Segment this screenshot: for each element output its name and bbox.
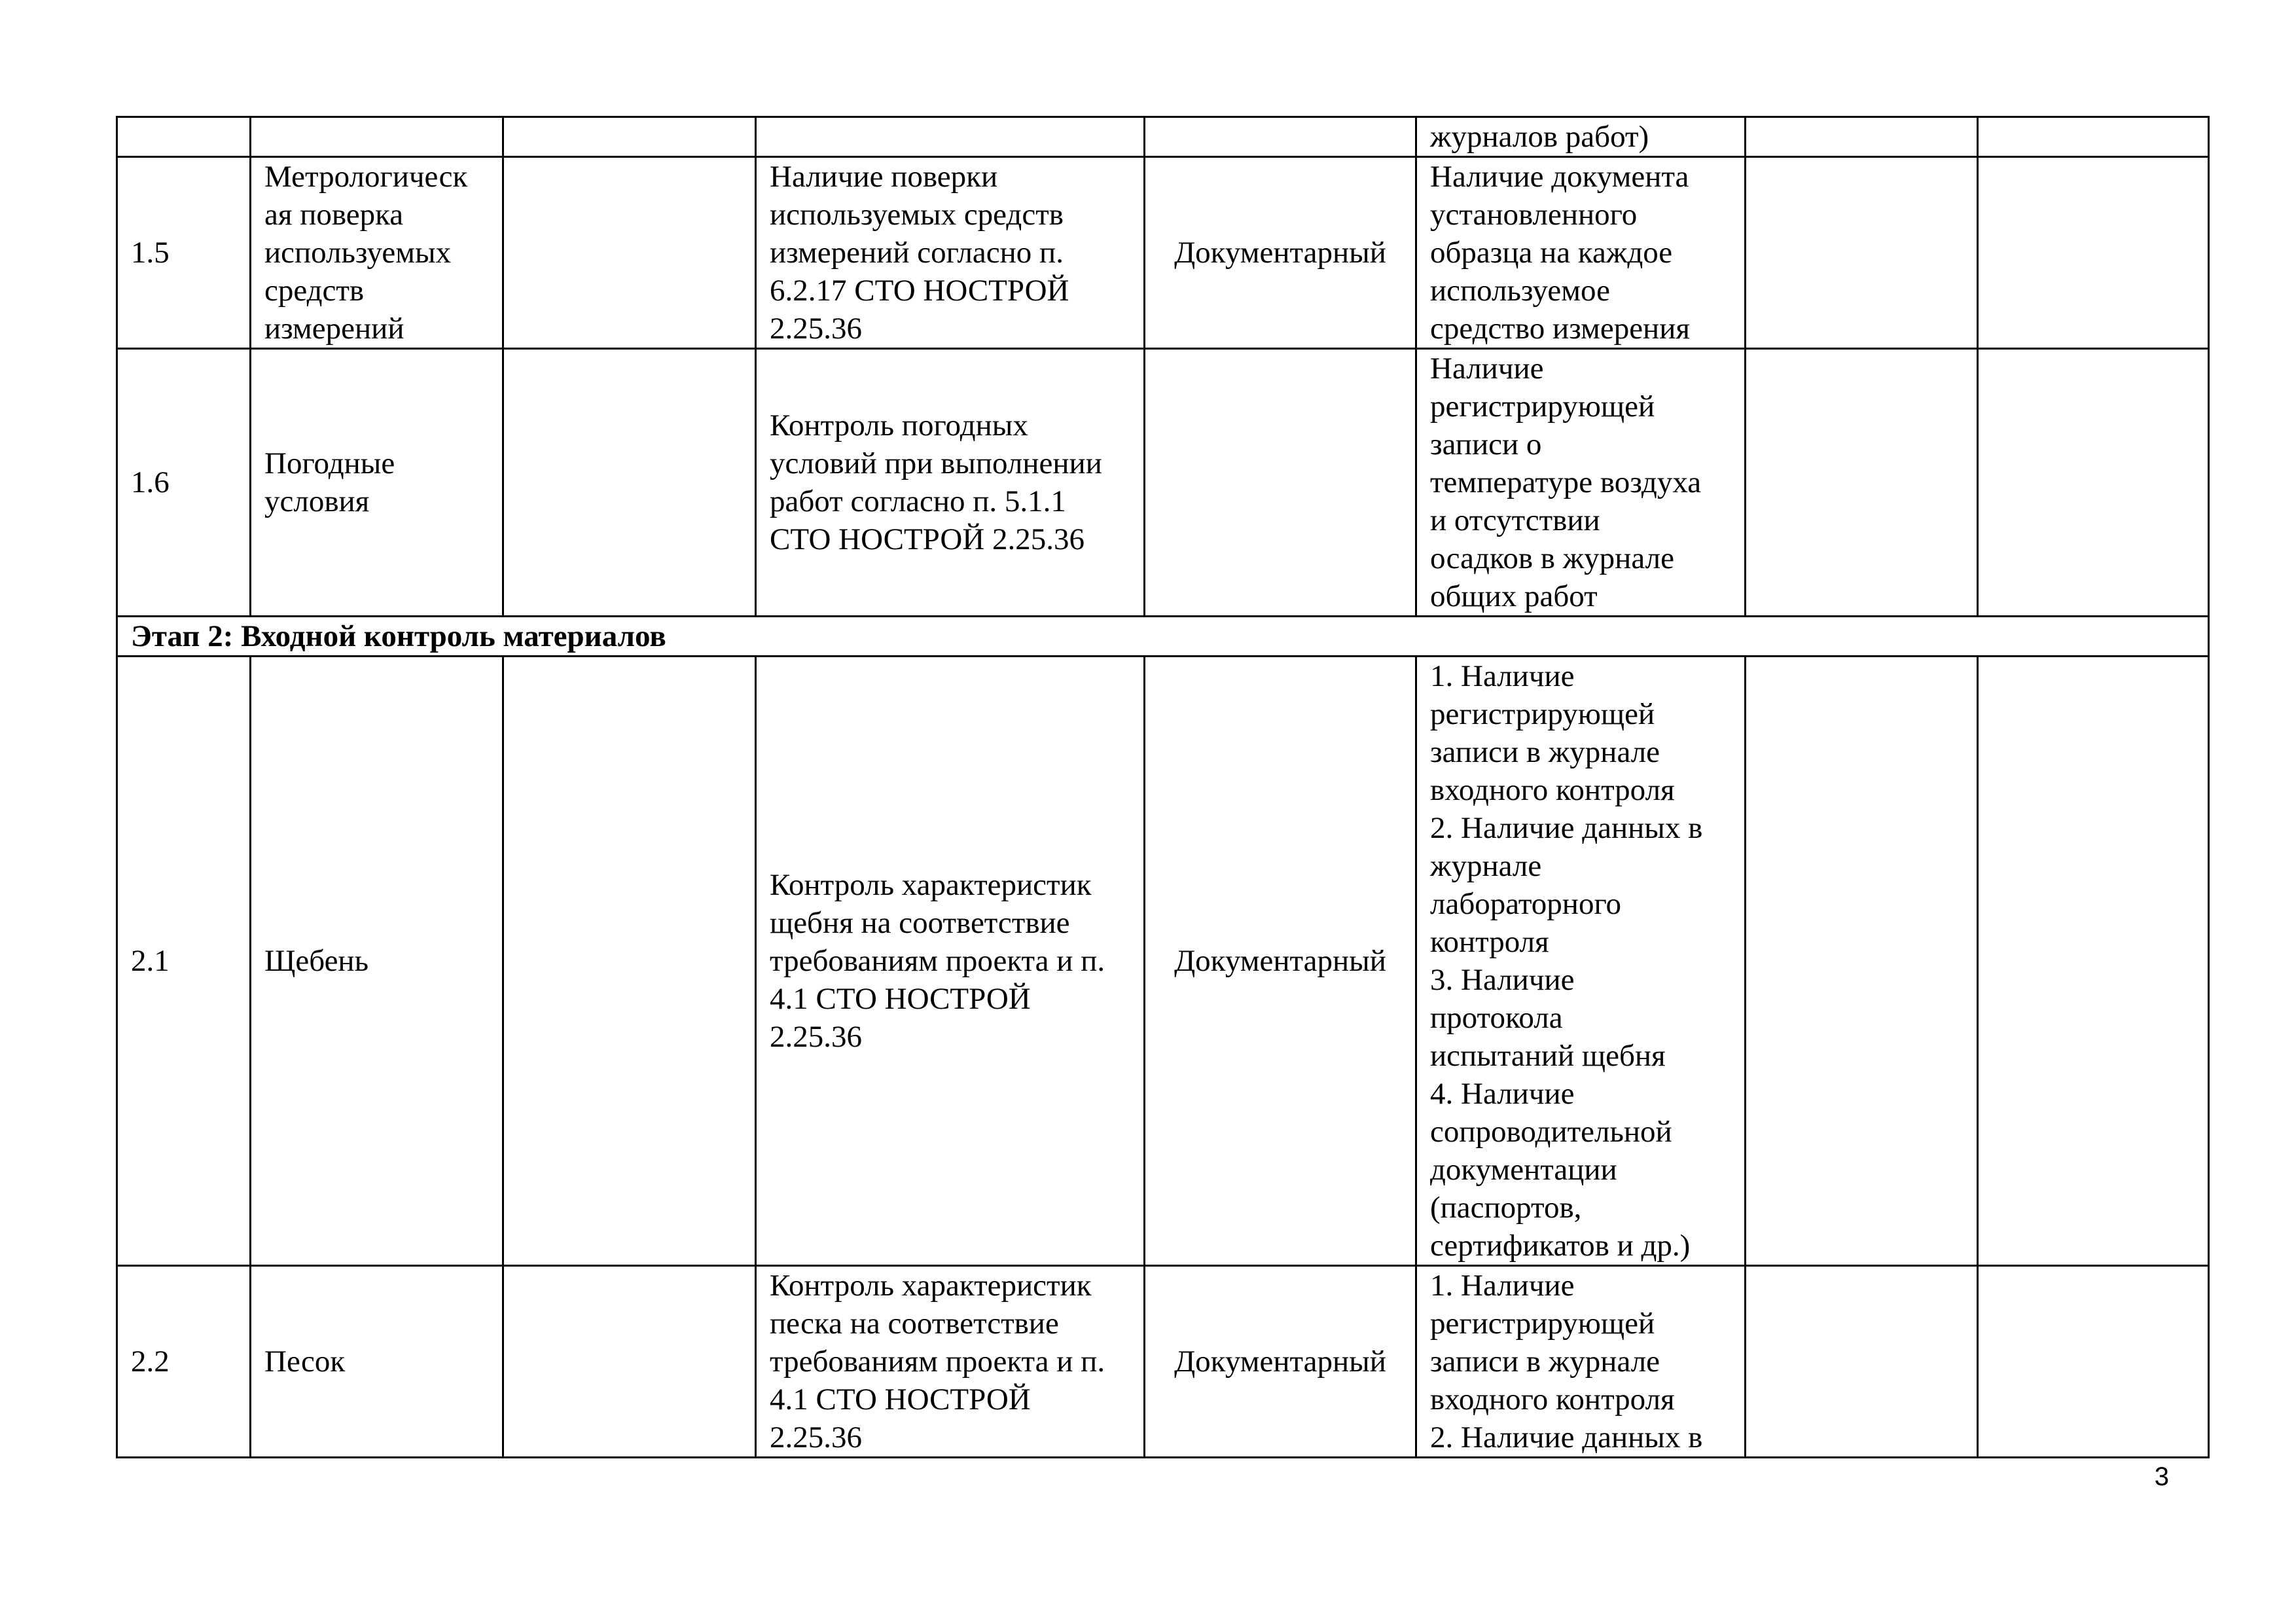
page-number: 3 (2154, 1462, 2169, 1491)
control-result-cell-line: 2. Наличие данных в (1430, 1420, 1703, 1454)
item-name-cell (251, 157, 503, 349)
item-name-cell (251, 117, 503, 157)
stage-title: Этап 2: Входной контроль материалов (117, 617, 2209, 657)
item-name-cell (251, 1266, 503, 1458)
control-description-cell-line: 6.2.17 СТО НОСТРОЙ (770, 274, 1069, 308)
empty-cell (503, 1266, 756, 1458)
control-description-cell-line: Наличие поверки (770, 160, 998, 194)
table-row (117, 157, 2209, 349)
control-result-cell (1416, 1266, 1746, 1458)
item-name-cell-line: измерений (264, 312, 404, 346)
item-name-cell-line: Щебень (264, 944, 369, 978)
control-description-cell-line: 2.25.36 (770, 1420, 862, 1454)
control-result-cell-line: и отсутствии (1430, 503, 1600, 537)
control-result-cell-line: лабораторного (1430, 887, 1622, 921)
control-description-cell-line: Контроль погодных (770, 408, 1028, 442)
empty-cell (503, 657, 756, 1266)
control-result-cell-line: 1. Наличие (1430, 1269, 1575, 1303)
control-result-cell-line: сертификатов и др.) (1430, 1229, 1691, 1263)
control-result-cell-line: документации (1430, 1153, 1617, 1187)
control-result-cell-line: контроля (1430, 925, 1549, 959)
inspection-table (116, 116, 2210, 1458)
empty-cell (1978, 349, 2209, 617)
empty-cell (1746, 1266, 1978, 1458)
control-description-cell (756, 349, 1145, 617)
control-method-cell: Документарный (1145, 657, 1416, 1266)
item-name-cell-line: Погодные (264, 446, 395, 480)
control-description-cell-line: 4.1 СТО НОСТРОЙ (770, 982, 1031, 1016)
control-description-cell-line: требованиям проекта и п. (770, 944, 1105, 978)
control-result-cell-line: регистрирующей (1430, 389, 1655, 424)
control-result-cell-line: Наличие (1430, 352, 1544, 386)
control-description-cell-line: СТО НОСТРОЙ 2.25.36 (770, 522, 1085, 556)
stage-row (117, 617, 2209, 657)
control-result-cell-line: входного контроля (1430, 773, 1675, 807)
item-number-cell: 2.1 (117, 657, 251, 1266)
control-description-cell-line: Контроль характеристик (770, 868, 1092, 902)
control-description-cell-line: измерений согласно п. (770, 236, 1064, 270)
control-result-cell (1416, 657, 1746, 1266)
control-description-cell-line: работ согласно п. 5.1.1 (770, 484, 1066, 518)
control-result-cell-line: записи о (1430, 427, 1542, 461)
control-result-cell-line: испытаний щебня (1430, 1039, 1666, 1073)
control-description-cell (756, 117, 1145, 157)
control-result-cell-line: входного контроля (1430, 1382, 1675, 1416)
control-result-cell-line: (паспортов, (1430, 1191, 1582, 1225)
item-name-cell-line: Песок (264, 1344, 346, 1379)
control-description-cell-line: 4.1 СТО НОСТРОЙ (770, 1382, 1031, 1416)
control-result-cell-line: регистрирующей (1430, 1307, 1655, 1341)
control-result-cell-line: протокола (1430, 1001, 1563, 1035)
item-name-cell-line: условия (264, 484, 370, 518)
control-result-cell-line: 3. Наличие (1430, 963, 1575, 997)
control-description-cell-line: требованиям проекта и п. (770, 1344, 1105, 1379)
item-number-cell (117, 117, 251, 157)
control-result-cell-line: записи в журнале (1430, 735, 1660, 769)
control-result-cell-line: используемое (1430, 274, 1610, 308)
table-row (117, 349, 2209, 617)
control-description-cell (756, 157, 1145, 349)
item-name-cell-line: используемых (264, 236, 452, 270)
item-name-cell-line: Метрологическ (264, 160, 468, 194)
control-result-cell-line: температуре воздуха (1430, 465, 1702, 499)
empty-cell (1978, 157, 2209, 349)
control-result-cell-line: регистрирующей (1430, 697, 1655, 731)
control-result-cell-line: 4. Наличие (1430, 1077, 1575, 1111)
control-method-cell (1145, 117, 1416, 157)
control-description-cell (756, 1266, 1145, 1458)
empty-cell (503, 349, 756, 617)
control-description-cell-line: 2.25.36 (770, 312, 862, 346)
item-name-cell (251, 349, 503, 617)
control-description-cell-line: щебня на соответствие (770, 906, 1070, 940)
control-result-cell-line: 2. Наличие данных в (1430, 811, 1703, 845)
control-result-cell-line: сопроводительной (1430, 1115, 1672, 1149)
empty-cell (1978, 657, 2209, 1266)
control-result-cell (1416, 117, 1746, 157)
item-number-cell: 1.5 (117, 157, 251, 349)
empty-cell (1746, 157, 1978, 349)
item-number-cell: 1.6 (117, 349, 251, 617)
control-result-cell-line: средство измерения (1430, 312, 1690, 346)
control-result-cell-line: образца на каждое (1430, 236, 1673, 270)
table-row (117, 117, 2209, 157)
control-description-cell-line: песка на соответствие (770, 1307, 1059, 1341)
empty-cell (503, 117, 756, 157)
control-description-cell (756, 657, 1145, 1266)
control-result-cell-line: журнале (1430, 849, 1542, 883)
empty-cell (1978, 117, 2209, 157)
table-body (117, 117, 2209, 1458)
empty-cell (503, 157, 756, 349)
control-description-cell-line: Контроль характеристик (770, 1269, 1092, 1303)
empty-cell (1746, 349, 1978, 617)
empty-cell (1746, 657, 1978, 1266)
control-result-cell (1416, 157, 1746, 349)
control-method-cell (1145, 349, 1416, 617)
control-result-cell (1416, 349, 1746, 617)
control-description-cell-line: условий при выполнении (770, 446, 1102, 480)
control-result-cell-line: 1. Наличие (1430, 659, 1575, 693)
item-number-cell: 2.2 (117, 1266, 251, 1458)
empty-cell (1978, 1266, 2209, 1458)
table-row (117, 657, 2209, 1266)
item-name-cell-line: ая поверка (264, 198, 404, 232)
control-description-cell-line: используемых средств (770, 198, 1064, 232)
control-result-cell-line: журналов работ) (1430, 120, 1649, 154)
control-method-cell: Документарный (1145, 157, 1416, 349)
table-row (117, 1266, 2209, 1458)
control-result-cell-line: осадков в журнале (1430, 541, 1674, 575)
control-result-cell-line: записи в журнале (1430, 1344, 1660, 1379)
control-method-cell: Документарный (1145, 1266, 1416, 1458)
control-result-cell-line: установленного (1430, 198, 1638, 232)
control-result-cell-line: общих работ (1430, 579, 1598, 613)
item-name-cell (251, 657, 503, 1266)
control-result-cell-line: Наличие документа (1430, 160, 1689, 194)
control-description-cell-line: 2.25.36 (770, 1020, 862, 1054)
item-name-cell-line: средств (264, 274, 365, 308)
empty-cell (1746, 117, 1978, 157)
